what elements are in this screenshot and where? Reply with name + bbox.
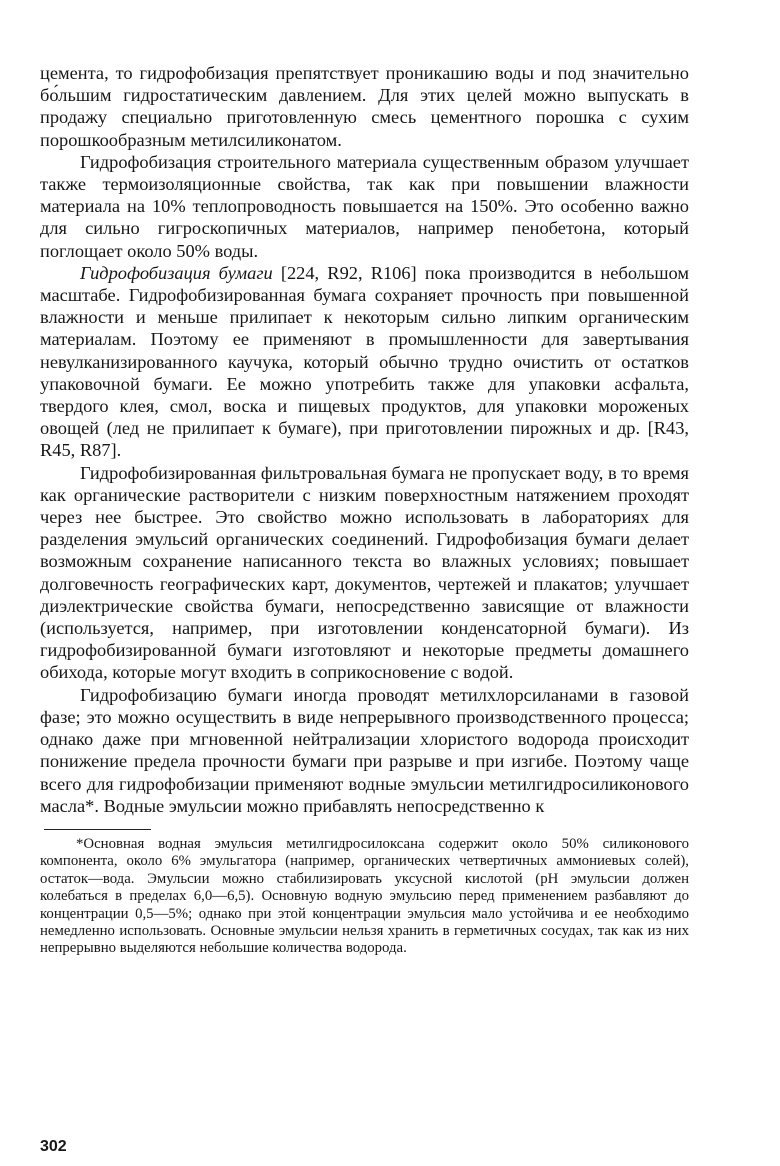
paragraph-4: Гидрофобизированная фильтровальная бумага не пропускает воду, в то время как органические растворители с низким поверхностным натяжением проходят через нее быстрее. Это свойство можно использовать в лабораториях для разделения эмульсий органических соединений. Гидрофобизация бумаги делает возможным сохранение написанного текста во влажных условиях; повышает долговечность географических карт, документов, чертежей и плакатов; улучшает диэлектрические свойства бумаги, непосредственно зависящие от влажности (используется, например, при изготовлении конденсаторной бумаги). Из гидрофобизированной бумаги изготовляют и некоторые предметы домашнего обихода, которые могут входить в соприкосновение с водой. xyxy=(40,462,689,683)
paragraph-2: Гидрофобизация строительного материала существенным образом улучшает также термоизоляционные свойства, так как при повышении влажности материала на 10% теплопроводность повышается на 150%. Это особенно важно для сильно гигроскопичных материалов, например пенобетона, который поглощает около 50% воды. xyxy=(40,151,689,261)
paragraph-3-text: [224, R92, R106] пока производится в небольшом масштабе. Гидрофобизированная бумага сохраняет прочность при повышенной влажности и меньше прилипает к некоторым сильно липким органическим материалам. Поэтому ее применяют в промышленности для завертывания невулканизированного каучука, который обычно трудно очистить от остатков упаковочной бумаги. Ее можно употребить также для упаковки асфальта, твердого клея, смол, воска и пищевых продуктов, для упаковки мороженых овощей (лед не прилипает к бумаге), при приготовлении пирожных и др. [R43, R45, R87]. xyxy=(40,262,689,461)
paragraph-5: Гидрофобизацию бумаги иногда проводят метилхлорсиланами в газовой фазе; это можно осуществить в виде непрерывного производственного процесса; однако даже при мгновенной нейтрализации хлористого водорода происходит понижение предела прочности бумаги при разрыве и при изгибе. Поэтому чаще всего для гидрофобизации применяют водные эмульсии метилгидросиликонового масла*. Водные эмульсии можно прибавлять непосредственно к xyxy=(40,684,689,816)
paragraph-3 xyxy=(40,262,689,462)
page-number: 302 xyxy=(40,1138,67,1155)
footnote-divider xyxy=(44,829,151,830)
paragraph-3-run-in-title: Гидрофобизация бумаги xyxy=(80,262,273,283)
main-text xyxy=(40,62,689,817)
paragraph-1: цемента, то гидрофобизация препятствует проникашию воды и под значительно бо́льшим гидростатическим давлением. Для этих целей можно выпускать в продажу специально приготовленную смесь цементного порошка с сухим порошкообразным метилсиликонатом. xyxy=(40,63,689,150)
footnote: *Основная водная эмульсия метилгидросилоксана содержит около 50% силиконового компонента, около 6% эмульгатора (например, органических четвертичных аммониевых солей), остаток—вода. Эмульсии можно стабилизировать уксусной кислотой (рН эмульсии должен колебаться в пределах 6,0—6,5). Основную водную эмульсию перед применением разбавляют до концентрации 0,5—5%; однако при этой концентрации эмульсия мало устойчива и ее необходимо немедленно использовать. Основные эмульсии нельзя хранить в герметичных сосудах, так как из них непрерывно выделяются небольшие количества водорода. xyxy=(40,835,689,957)
book-page xyxy=(40,62,689,958)
